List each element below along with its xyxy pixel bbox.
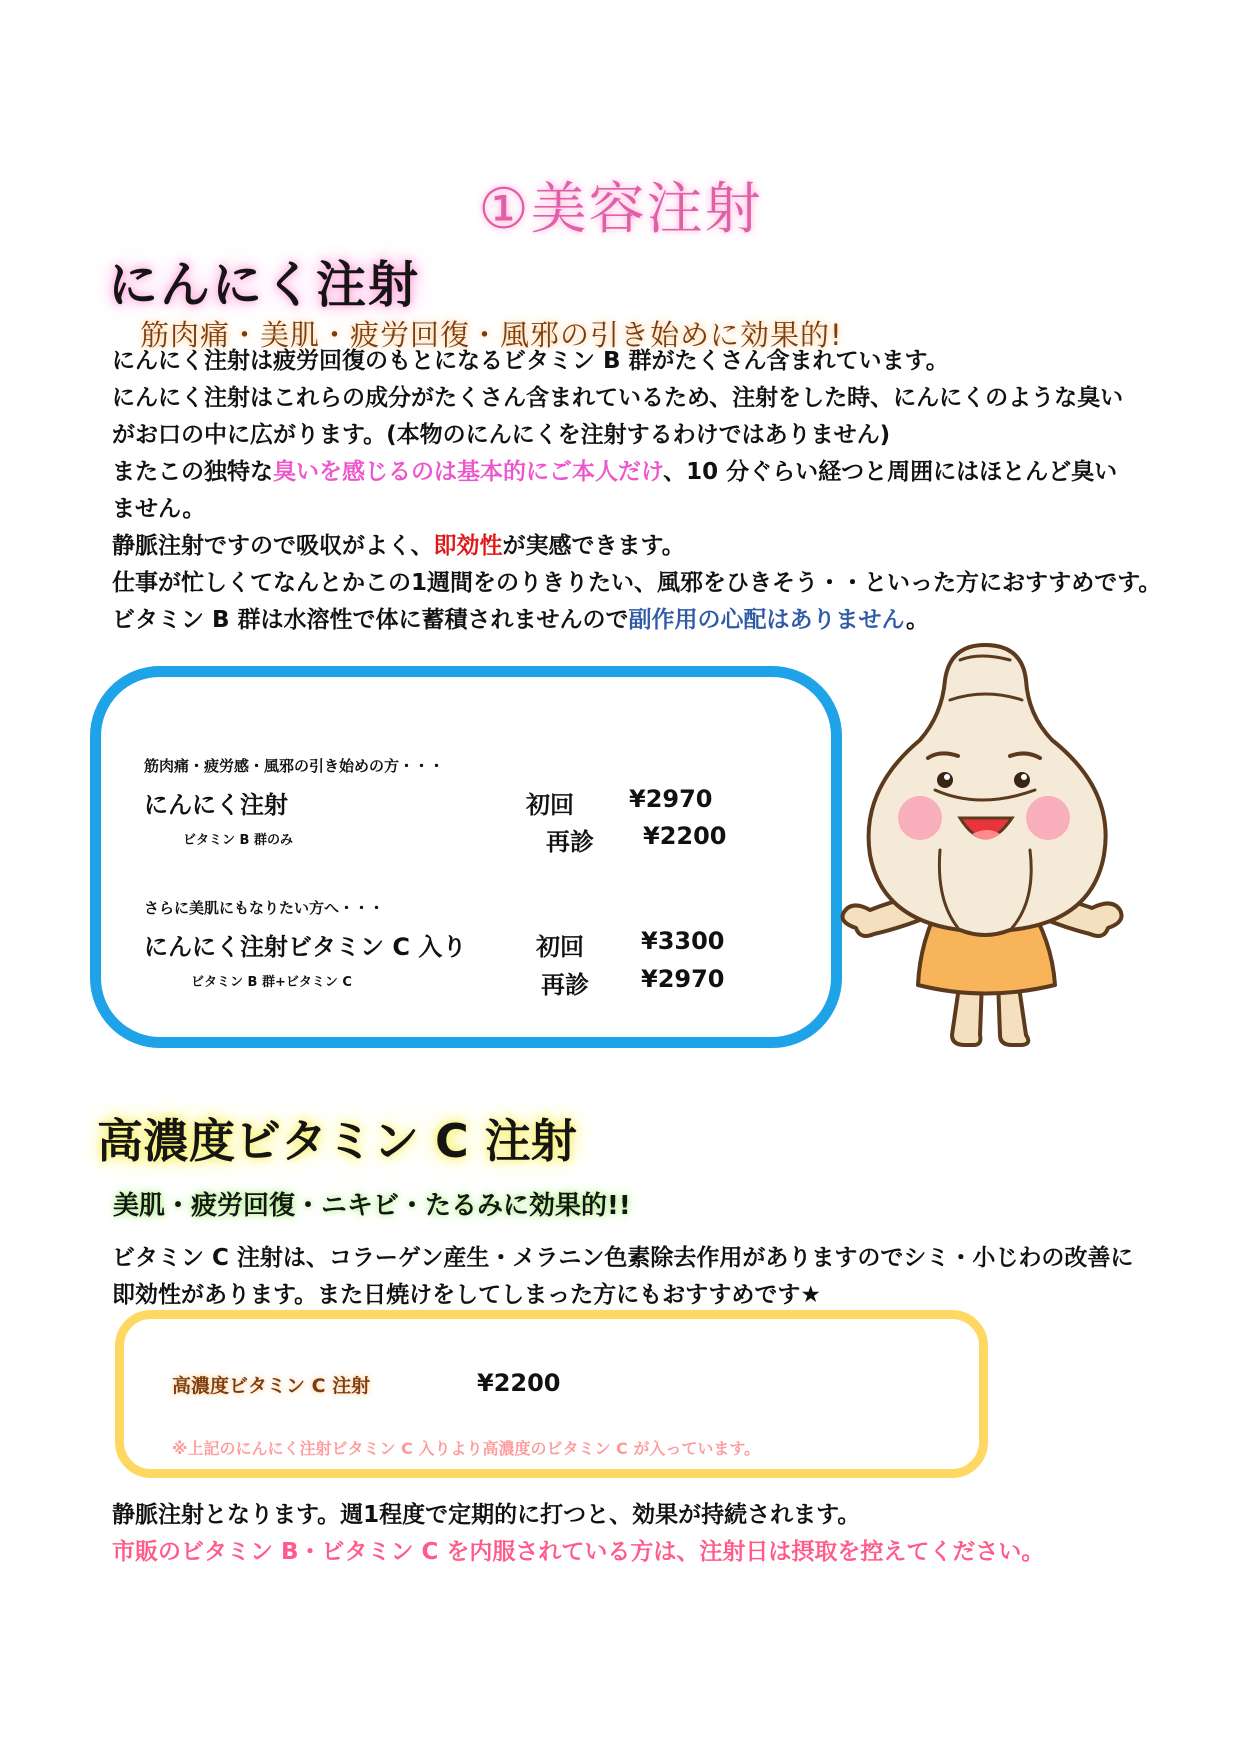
group1-note: ビタミン B 群のみ	[183, 833, 293, 848]
group2-repeat-price: ¥2970	[641, 965, 725, 993]
garlic-para-8-a: ビタミン B 群は水溶性で体に蓄積されませんので	[112, 607, 629, 633]
garlic-para-6-c: が実感できます。	[502, 533, 685, 559]
garlic-para-7: 仕事が忙しくてなんとかこの1週間をのりきりたい、風邪をひきそう・・といった方におすすめです。	[112, 570, 1162, 596]
garlic-para-6	[112, 528, 1142, 565]
vitamin-c-price-name: 高濃度ビタミン C 注射	[172, 1375, 371, 1397]
vitamin-c-heading: 高濃度ビタミン C 注射	[97, 1114, 577, 1168]
page-title: ①美容注射	[478, 177, 763, 242]
group1-name: にんにく注射	[144, 791, 288, 819]
group1-repeat-price: ¥2200	[643, 822, 727, 850]
vitamin-c-price-note: ※上記のにんにく注射ビタミン C 入りより高濃度のビタミン C が入っています。	[172, 1439, 761, 1458]
garlic-subheading: 筋肉痛・美肌・疲労回復・風邪の引き始めに効果的!	[140, 318, 843, 352]
garlic-mascot-illustration	[830, 640, 1140, 1060]
group2-repeat-label: 再診	[541, 971, 589, 999]
group2-lead: さらに美肌にもなりたい方へ・・・	[144, 899, 385, 917]
garlic-para-8	[112, 602, 1142, 639]
vitamin-c-footer-2: 市販のビタミン B・ビタミン C を内服されている方は、注射日は摂取を控えてください。	[112, 1539, 1045, 1565]
vitamin-c-price-box	[115, 1310, 988, 1478]
vitamin-c-para-1: ビタミン C 注射は、コラーゲン産生・メラニン色素除去作用がありますのでシミ・小じわの改善に	[112, 1245, 1134, 1271]
garlic-para-5: ません。	[112, 496, 206, 522]
vitamin-c-footer-1: 静脈注射となります。週1程度で定期的に打つと、効果が持続されます。	[112, 1502, 861, 1528]
garlic-para-6-highlight: 即効性	[433, 533, 503, 559]
garlic-para-8-highlight: 副作用の心配はありません	[628, 607, 906, 633]
group2-first-label: 初回	[536, 933, 584, 961]
garlic-price-box	[90, 666, 842, 1048]
garlic-para-4-highlight: 臭いを感じるのは基本的にご本人だけ	[273, 459, 664, 485]
vitamin-c-para-2: 即効性があります。また日焼けをしてしまった方にもおすすめです★	[112, 1282, 822, 1308]
group1-first-label: 初回	[526, 791, 574, 819]
garlic-para-3: がお口の中に広がります。(本物のにんにくを注射するわけではありません)	[112, 422, 891, 448]
garlic-description	[112, 343, 1162, 639]
garlic-para-4-c: 、10 分ぐらい経つと周囲にはほとんど臭い	[663, 459, 1118, 485]
garlic-para-6-a: 静脈注射ですので吸収がよく、	[112, 533, 434, 559]
vitamin-c-price: ¥2200	[477, 1369, 561, 1397]
group1-first-price: ¥2970	[629, 785, 713, 813]
garlic-heading: にんにく注射	[108, 256, 420, 314]
garlic-para-8-c: 。	[905, 607, 929, 633]
group2-first-price: ¥3300	[641, 927, 725, 955]
vitamin-c-footer	[112, 1497, 1142, 1571]
group2-note: ビタミン B 群+ビタミン C	[191, 975, 352, 990]
garlic-para-1: にんにく注射は疲労回復のもとになるビタミン B 群がたくさん含まれています。	[112, 348, 949, 374]
garlic-para-4	[112, 454, 1142, 491]
vitamin-c-description	[112, 1240, 1142, 1314]
garlic-para-2: にんにく注射はこれらの成分がたくさん含まれているため、注射をした時、にんにくのような臭い	[112, 385, 1124, 411]
group1-lead: 筋肉痛・疲労感・風邪の引き始めの方・・・	[144, 757, 445, 775]
group2-name: にんにく注射ビタミン C 入り	[144, 933, 467, 961]
garlic-para-4-a: またこの独特な	[112, 459, 273, 485]
vitamin-c-subheading: 美肌・疲労回復・ニキビ・たるみに効果的!!	[113, 1191, 631, 1221]
group1-repeat-label: 再診	[546, 828, 594, 856]
